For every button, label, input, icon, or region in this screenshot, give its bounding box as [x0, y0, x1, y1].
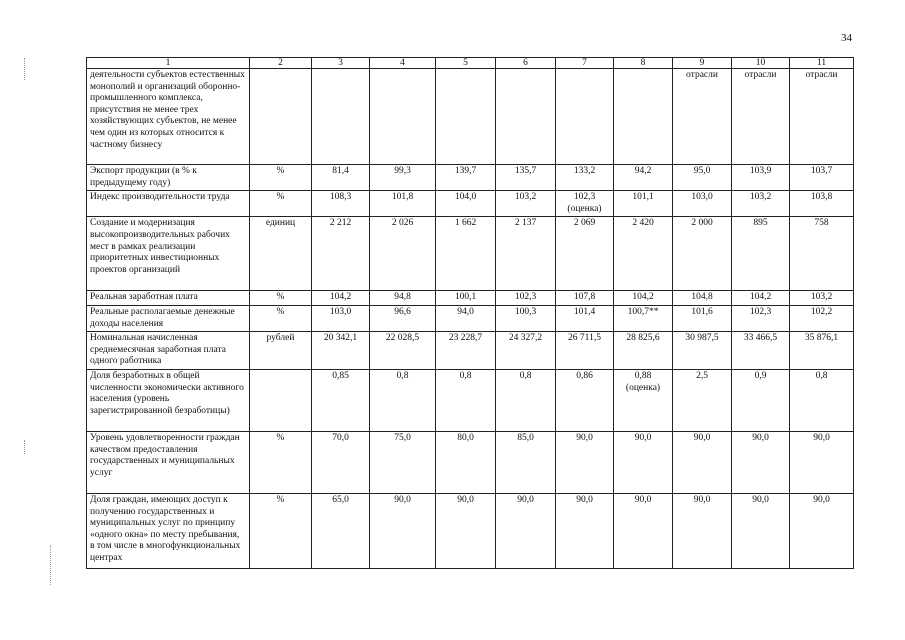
unit-cell: единиц	[250, 217, 312, 291]
value-cell: 90,0	[496, 493, 556, 568]
value-cell: 0,9	[732, 369, 790, 431]
table-row	[87, 369, 854, 431]
value-cell: отрасли	[790, 69, 854, 165]
column-header: 8	[614, 58, 673, 69]
value-cell	[436, 69, 496, 165]
value-cell: 90,0	[732, 493, 790, 568]
value-cell: 108,3	[312, 191, 370, 217]
value-cell: 28 825,6	[614, 332, 673, 370]
value-cell: 103,2	[732, 191, 790, 217]
value-cell: 90,0	[673, 493, 732, 568]
value-cell: 100,7**	[614, 305, 673, 331]
value-cell: 133,2	[556, 165, 614, 191]
value-cell: 102,3	[496, 291, 556, 306]
value-cell: 103,2	[790, 291, 854, 306]
indicator-name: Доля безработных в общей численности экономически активного населения (уровень зарегистрированной безработицы)	[87, 369, 250, 431]
table-row	[87, 332, 854, 370]
value-cell: 75,0	[370, 431, 436, 493]
value-cell: 103,7	[790, 165, 854, 191]
value-cell: 90,0	[370, 493, 436, 568]
unit-cell	[250, 369, 312, 431]
value-cell: 102,3 (оценка)	[556, 191, 614, 217]
value-cell: 90,0	[790, 493, 854, 568]
indicator-name: Экспорт продукции (в % к предыдущему году)	[87, 165, 250, 191]
value-cell: 0,8	[436, 369, 496, 431]
value-cell: 758	[790, 217, 854, 291]
table-row	[87, 291, 854, 306]
table-row	[87, 431, 854, 493]
value-cell: 26 711,5	[556, 332, 614, 370]
table-row	[87, 493, 854, 568]
column-header: 4	[370, 58, 436, 69]
table-row	[87, 69, 854, 165]
value-cell: отрасли	[732, 69, 790, 165]
value-cell: 90,0	[614, 493, 673, 568]
value-cell: 104,8	[673, 291, 732, 306]
column-header: 5	[436, 58, 496, 69]
value-cell: 90,0	[614, 431, 673, 493]
column-header: 1	[87, 58, 250, 69]
value-cell: 0,8	[496, 369, 556, 431]
value-cell: 90,0	[790, 431, 854, 493]
value-cell: 22 028,5	[370, 332, 436, 370]
column-header: 2	[250, 58, 312, 69]
unit-cell: %	[250, 165, 312, 191]
value-cell: 20 342,1	[312, 332, 370, 370]
column-header: 3	[312, 58, 370, 69]
unit-cell: %	[250, 191, 312, 217]
unit-cell	[250, 69, 312, 165]
value-cell	[370, 69, 436, 165]
value-cell: 103,9	[732, 165, 790, 191]
value-cell: 895	[732, 217, 790, 291]
table-row	[87, 165, 854, 191]
unit-cell: %	[250, 493, 312, 568]
value-cell: 0,8	[370, 369, 436, 431]
value-cell: 102,3	[732, 305, 790, 331]
value-cell: 0,88 (оценка)	[614, 369, 673, 431]
value-cell: 1 662	[436, 217, 496, 291]
table-row	[87, 191, 854, 217]
value-cell: 135,7	[496, 165, 556, 191]
value-cell: 101,8	[370, 191, 436, 217]
value-cell: 2,5	[673, 369, 732, 431]
value-cell: 2 069	[556, 217, 614, 291]
column-header: 6	[496, 58, 556, 69]
indicator-name: Доля граждан, имеющих доступ к получению государственных и муниципальных услуг по принципу «одного окна» по месту пребывания, в том числе в многофункциональных центрах	[87, 493, 250, 568]
value-cell: 0,8	[790, 369, 854, 431]
value-cell: 35 876,1	[790, 332, 854, 370]
value-cell: отрасли	[673, 69, 732, 165]
value-cell: 94,8	[370, 291, 436, 306]
table-row	[87, 217, 854, 291]
value-cell: 107,8	[556, 291, 614, 306]
value-cell	[496, 69, 556, 165]
value-cell: 0,85	[312, 369, 370, 431]
value-cell: 2 137	[496, 217, 556, 291]
value-cell: 90,0	[673, 431, 732, 493]
scan-edge-mark	[24, 440, 25, 454]
value-cell: 30 987,5	[673, 332, 732, 370]
column-header: 9	[673, 58, 732, 69]
column-header: 11	[790, 58, 854, 69]
value-cell: 103,0	[673, 191, 732, 217]
value-cell: 81,4	[312, 165, 370, 191]
value-cell: 90,0	[732, 431, 790, 493]
value-cell: 95,0	[673, 165, 732, 191]
value-cell: 2 000	[673, 217, 732, 291]
value-cell: 104,0	[436, 191, 496, 217]
value-cell: 103,8	[790, 191, 854, 217]
value-cell: 139,7	[436, 165, 496, 191]
indicator-name: Реальная заработная плата	[87, 291, 250, 306]
value-cell: 103,2	[496, 191, 556, 217]
value-cell: 101,4	[556, 305, 614, 331]
value-cell	[556, 69, 614, 165]
value-cell: 104,2	[614, 291, 673, 306]
indicators-table	[86, 57, 854, 569]
value-cell: 101,6	[673, 305, 732, 331]
value-cell: 0,86	[556, 369, 614, 431]
value-cell: 101,1	[614, 191, 673, 217]
value-cell: 104,2	[312, 291, 370, 306]
table-row	[87, 305, 854, 331]
value-cell: 104,2	[732, 291, 790, 306]
value-cell: 94,0	[436, 305, 496, 331]
value-cell: 2 420	[614, 217, 673, 291]
value-cell: 94,2	[614, 165, 673, 191]
column-header: 10	[732, 58, 790, 69]
value-cell	[312, 69, 370, 165]
value-cell: 90,0	[556, 493, 614, 568]
scan-edge-mark	[24, 58, 25, 80]
value-cell: 2 212	[312, 217, 370, 291]
value-cell: 100,1	[436, 291, 496, 306]
unit-cell: рублей	[250, 332, 312, 370]
value-cell: 80,0	[436, 431, 496, 493]
unit-cell: %	[250, 431, 312, 493]
value-cell	[614, 69, 673, 165]
value-cell: 100,3	[496, 305, 556, 331]
indicator-name: Индекс производительности труда	[87, 191, 250, 217]
unit-cell: %	[250, 305, 312, 331]
indicator-name: деятельности субъектов естественных монополий и организаций оборонно-промышленного комплекса, присутствия не менее трех хозяйствующих субъектов, не менее чем один из которых относится к частному бизнесу	[87, 69, 250, 165]
value-cell: 23 228,7	[436, 332, 496, 370]
header-row	[87, 58, 854, 69]
column-header: 7	[556, 58, 614, 69]
value-cell: 24 327,2	[496, 332, 556, 370]
value-cell: 96,6	[370, 305, 436, 331]
indicator-name: Уровень удовлетворенности граждан качеством предоставления государственных и муниципальных услуг	[87, 431, 250, 493]
value-cell: 90,0	[556, 431, 614, 493]
unit-cell: %	[250, 291, 312, 306]
indicator-name: Создание и модернизация высокопроизводительных рабочих мест в рамках реализации приоритетных инвестиционных проектов организаций	[87, 217, 250, 291]
indicator-name: Реальные располагаемые денежные доходы населения	[87, 305, 250, 331]
value-cell: 102,2	[790, 305, 854, 331]
value-cell: 90,0	[436, 493, 496, 568]
value-cell: 85,0	[496, 431, 556, 493]
value-cell: 103,0	[312, 305, 370, 331]
value-cell: 2 026	[370, 217, 436, 291]
value-cell: 33 466,5	[732, 332, 790, 370]
value-cell: 65,0	[312, 493, 370, 568]
page-number: 34	[841, 32, 852, 44]
value-cell: 99,3	[370, 165, 436, 191]
scan-edge-mark	[50, 545, 51, 585]
value-cell: 70,0	[312, 431, 370, 493]
indicator-name: Номинальная начисленная среднемесячная заработная плата одного работника	[87, 332, 250, 370]
